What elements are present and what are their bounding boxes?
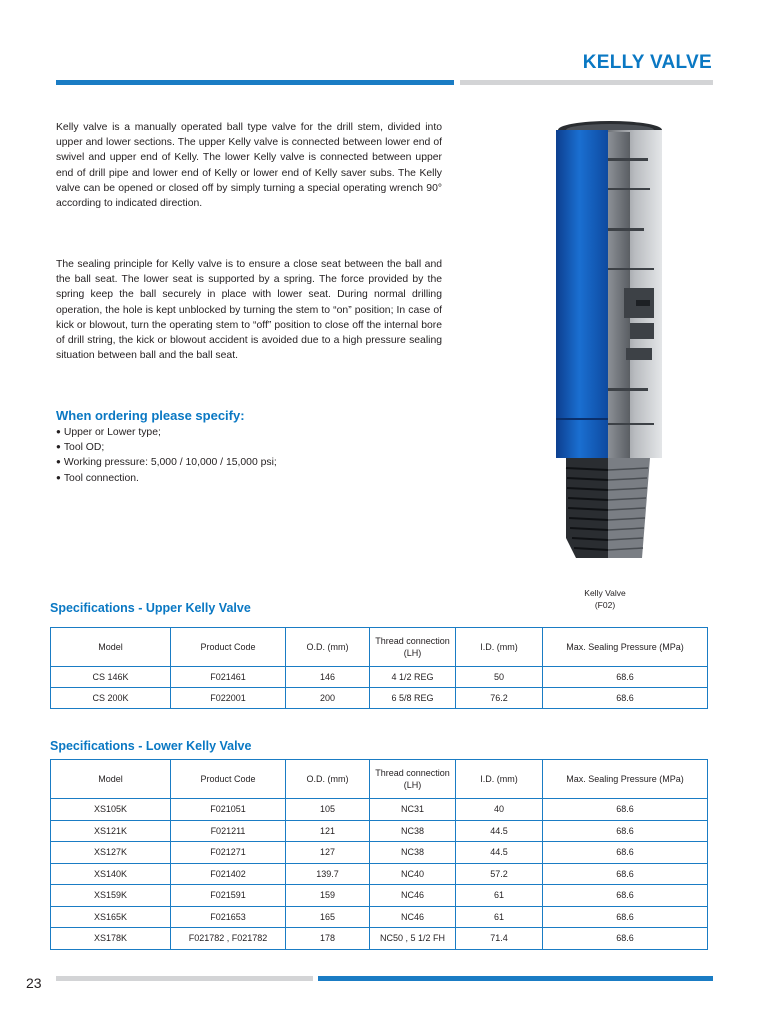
table-cell: 68.6 xyxy=(543,688,708,709)
table-cell: NC50 , 5 1/2 FH xyxy=(370,928,456,950)
table-cell: XS165K xyxy=(51,906,171,928)
table-cell: 68.6 xyxy=(543,863,708,885)
table-cell: 165 xyxy=(286,906,370,928)
table-cell: 68.6 xyxy=(543,906,708,928)
table-row xyxy=(51,928,708,950)
table-cell: 44.5 xyxy=(456,842,543,864)
table-cell: XS178K xyxy=(51,928,171,950)
table-cell: 6 5/8 REG xyxy=(370,688,456,709)
table-cell: F021653 xyxy=(171,906,286,928)
table-cell: 68.6 xyxy=(543,820,708,842)
kelly-valve-image xyxy=(546,118,672,574)
table-cell: 178 xyxy=(286,928,370,950)
table-cell: 146 xyxy=(286,667,370,688)
lower-spec-table xyxy=(50,759,708,950)
column-header: Thread connection (LH) xyxy=(370,628,456,667)
table-cell: 61 xyxy=(456,906,543,928)
table-cell: NC46 xyxy=(370,885,456,907)
table-cell: XS121K xyxy=(51,820,171,842)
footer-rule-gray xyxy=(56,976,313,981)
table-cell: F021271 xyxy=(171,842,286,864)
table-cell: XS140K xyxy=(51,863,171,885)
column-header: O.D. (mm) xyxy=(286,760,370,799)
table-row xyxy=(51,820,708,842)
table-cell: 68.6 xyxy=(543,885,708,907)
table-row xyxy=(51,688,708,709)
table-cell: 159 xyxy=(286,885,370,907)
table-cell: 71.4 xyxy=(456,928,543,950)
table-cell: NC38 xyxy=(370,842,456,864)
table-cell: 44.5 xyxy=(456,820,543,842)
table-row xyxy=(51,667,708,688)
footer-rule-blue xyxy=(318,976,713,981)
table-cell: F021211 xyxy=(171,820,286,842)
caption-title: Kelly Valve xyxy=(584,588,626,598)
table-cell: F021461 xyxy=(171,667,286,688)
table-cell: F022001 xyxy=(171,688,286,709)
table-cell: XS127K xyxy=(51,842,171,864)
table-cell: 105 xyxy=(286,799,370,821)
header-rule-gray xyxy=(460,80,713,85)
table-header-row xyxy=(51,628,708,667)
upper-spec-heading: Specifications - Upper Kelly Valve xyxy=(50,601,251,615)
table-cell: 200 xyxy=(286,688,370,709)
column-header: Product Code xyxy=(171,628,286,667)
table-cell: 139.7 xyxy=(286,863,370,885)
table-cell: 68.6 xyxy=(543,667,708,688)
table-cell: F021051 xyxy=(171,799,286,821)
ordering-item: ● Tool OD; xyxy=(56,440,277,455)
table-cell: CS 200K xyxy=(51,688,171,709)
column-header: Product Code xyxy=(171,760,286,799)
table-row xyxy=(51,906,708,928)
table-cell: 61 xyxy=(456,885,543,907)
intro-paragraph-2: The sealing principle for Kelly valve is to ensure a close seat between the ball and the ball seat. The lower seat is supported by a spring. The force provided by the spring keep the ball securely in place with lower seat. During normal drilling operation, the hole is kept unblocked by turning the stem to “on” position; In case of kick or blowout, turn the operating stem to “off” position to close off the internal bore of drill string, the kick or blowout accident is avoided due to a high pressure sealing situation between ball and the ball seat. xyxy=(56,259,442,362)
table-cell: 50 xyxy=(456,667,543,688)
table-cell: 4 1/2 REG xyxy=(370,667,456,688)
ordering-list xyxy=(56,425,277,486)
table-row xyxy=(51,885,708,907)
table-row xyxy=(51,799,708,821)
table-row xyxy=(51,863,708,885)
column-header: Max. Sealing Pressure (MPa) xyxy=(543,628,708,667)
table-cell: 40 xyxy=(456,799,543,821)
table-cell: XS159K xyxy=(51,885,171,907)
ordering-item: ● Tool connection. xyxy=(56,471,277,486)
intro-paragraph-1: Kelly valve is a manually operated ball type valve for the drill stem, divided into upper and lower sections. The upper Kelly valve is connected between lower end of swivel and upper end of Kelly. The lower Kelly valve is connected between upper end of drill pipe and lower end of Kelly or lower end of Kelly saver subs. The Kelly valve can be opened or closed off by simply turning a special operating wrench 90° according to indicated direction. xyxy=(56,122,442,210)
ordering-heading: When ordering please specify: xyxy=(56,408,245,423)
table-cell: CS 146K xyxy=(51,667,171,688)
table-cell: NC46 xyxy=(370,906,456,928)
ordering-item: ● Working pressure: 5,000 / 10,000 / 15,000 psi; xyxy=(56,455,277,470)
upper-spec-table xyxy=(50,627,708,709)
page-title: KELLY VALVE xyxy=(582,52,712,73)
table-cell: NC31 xyxy=(370,799,456,821)
table-cell: 127 xyxy=(286,842,370,864)
ordering-item: ● Upper or Lower type; xyxy=(56,425,277,440)
column-header: I.D. (mm) xyxy=(456,628,543,667)
table-cell: XS105K xyxy=(51,799,171,821)
column-header: I.D. (mm) xyxy=(456,760,543,799)
table-cell: 68.6 xyxy=(543,799,708,821)
table-cell: 57.2 xyxy=(456,863,543,885)
page-number: 23 xyxy=(26,975,42,991)
table-row xyxy=(51,842,708,864)
table-cell: NC38 xyxy=(370,820,456,842)
table-cell: F021591 xyxy=(171,885,286,907)
table-cell: 68.6 xyxy=(543,928,708,950)
table-header-row xyxy=(51,760,708,799)
table-cell: 76.2 xyxy=(456,688,543,709)
caption-code: (F02) xyxy=(594,600,616,610)
column-header: Max. Sealing Pressure (MPa) xyxy=(543,760,708,799)
column-header: Model xyxy=(51,760,171,799)
column-header: Thread connection (LH) xyxy=(370,760,456,799)
table-cell: F021782 , F021782 xyxy=(171,928,286,950)
column-header: Model xyxy=(51,628,171,667)
header-rule-blue xyxy=(56,80,454,85)
table-cell: F021402 xyxy=(171,863,286,885)
column-header: O.D. (mm) xyxy=(286,628,370,667)
lower-spec-heading: Specifications - Lower Kelly Valve xyxy=(50,739,252,753)
table-cell: 68.6 xyxy=(543,842,708,864)
table-cell: 121 xyxy=(286,820,370,842)
image-caption xyxy=(560,587,650,611)
table-cell: NC40 xyxy=(370,863,456,885)
